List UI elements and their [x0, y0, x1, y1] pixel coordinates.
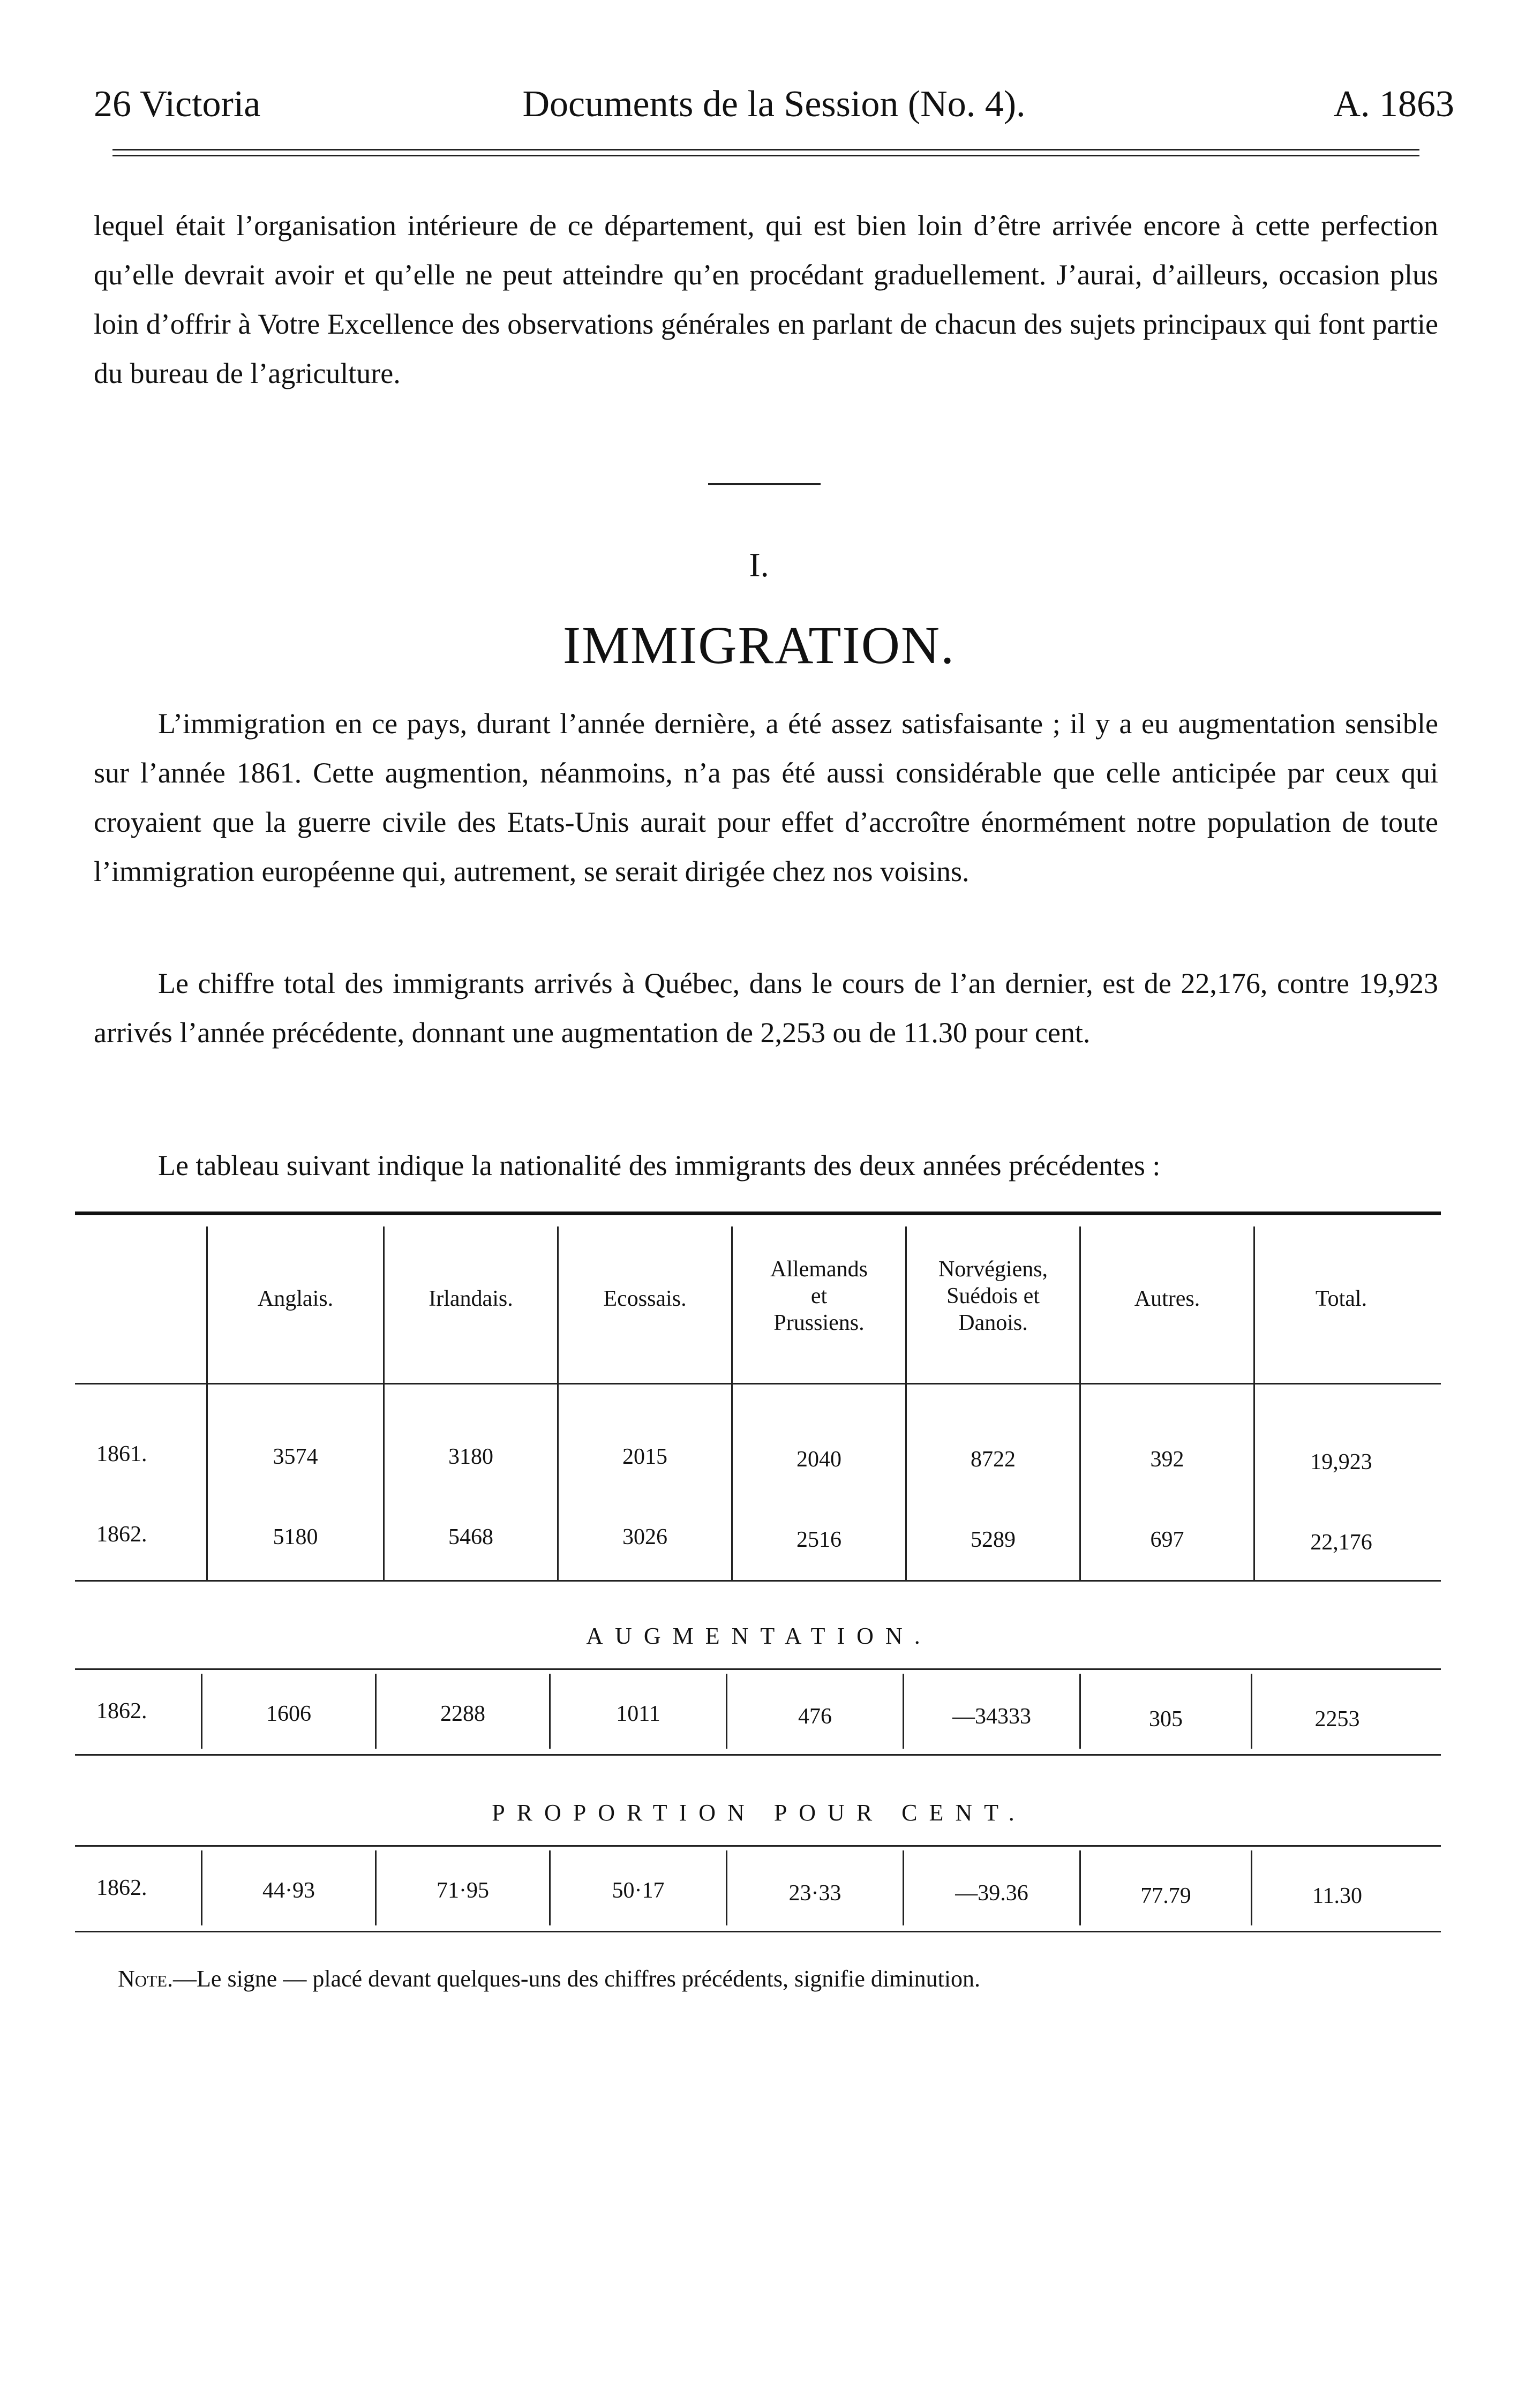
- table-cell: 5180: [273, 1525, 318, 1549]
- section-divider: [708, 483, 821, 485]
- header-allemands-line1: Allemands: [770, 1257, 868, 1282]
- table-cell: 8722: [971, 1447, 1016, 1472]
- table-cell: 2040: [796, 1447, 841, 1472]
- header-ecossais: Ecossais.: [603, 1286, 687, 1311]
- header-irlandais: Irlandais.: [429, 1286, 513, 1311]
- header-norvegiens-line2: Suédois et: [946, 1284, 1040, 1308]
- augmentation-top-rule: [75, 1668, 1441, 1670]
- paragraph-1: lequel était l’organisation intérieure de ce département, qui est bien loin d’être arrivée encore à cette perfection qu’elle devrait avoir et qu’elle ne peut atteindre qu’en procédant graduellement. J’aurai, d’ailleurs, occasion plus loin d’offrir à Votre Excellence des observations générales en parlant de chacun des sujets principaux qui font partie du bureau de l’agriculture.: [94, 209, 1438, 389]
- table-cell: 3026: [622, 1525, 667, 1549]
- augmentation-label: AUGMENTATION.: [586, 1623, 932, 1649]
- paragraph-2: L’immigration en ce pays, durant l’année dernière, a été assez satisfaisante ; il y a eu augmentation sensible sur l’année 1861. Cette augmention, néanmoins, n’a pas été aussi considérable que celle anticipée par ceux qui croyaient que la guerre civile des Etats-Unis aurait pour effet d’accroître énormément notre population de toute l’immigration européenne qui, autrement, se serait dirigée chez nos voisins.: [94, 708, 1438, 887]
- table-cell: 19,923: [1310, 1450, 1372, 1474]
- row-year-1861: 1861.: [96, 1442, 147, 1466]
- table-body-rule: [75, 1580, 1441, 1582]
- table-cell: 77.79: [1140, 1884, 1191, 1908]
- paragraph-4: Le tableau suivant indique la nationalité des immigrants des deux années précédentes :: [158, 1149, 1161, 1182]
- row-year-1862: 1862.: [96, 1522, 147, 1547]
- header-norvegiens-line3: Danois.: [958, 1311, 1028, 1335]
- header-center: Documents de la Session (No. 4).: [522, 84, 1026, 125]
- table-cell: 5468: [448, 1525, 493, 1549]
- header-anglais: Anglais.: [257, 1286, 334, 1311]
- footnote-label: Note.: [118, 1966, 174, 1992]
- table-cell: 1011: [616, 1702, 660, 1726]
- header-right: A. 1863: [1333, 84, 1454, 125]
- section-title: IMMIGRATION.: [562, 615, 956, 675]
- table-cell: 5289: [971, 1527, 1016, 1552]
- table-cell: 3180: [448, 1444, 493, 1469]
- header-total: Total.: [1315, 1286, 1367, 1311]
- header-allemands-line2: et: [810, 1284, 828, 1308]
- header-allemands-line3: Prussiens.: [773, 1311, 865, 1335]
- footnote: [118, 1963, 1430, 1995]
- augmentation-bottom-rule: [75, 1754, 1441, 1756]
- col-divider: [1253, 1226, 1255, 1580]
- table-cell: —39.36: [955, 1881, 1028, 1906]
- table-cell: 697: [1150, 1527, 1184, 1552]
- table-cell: 476: [798, 1704, 832, 1729]
- table-cell: 392: [1150, 1447, 1184, 1472]
- running-header: [94, 80, 1454, 129]
- table-cell: 23·33: [788, 1881, 841, 1906]
- proportion-label: PROPORTION POUR CENT.: [492, 1800, 1026, 1826]
- footnote-text: —Le signe — placé devant quelques-uns des chiffres précédents, signifie diminution.: [173, 1966, 981, 1992]
- table-cell: 22,176: [1310, 1530, 1372, 1555]
- table-cell: 2253: [1314, 1707, 1360, 1732]
- proportion-top-rule: [75, 1845, 1441, 1847]
- header-left: 26 Victoria: [94, 84, 261, 125]
- proportion-bottom-rule: [75, 1931, 1441, 1932]
- header-autres: Autres.: [1134, 1286, 1200, 1311]
- header-norvegiens-line1: Norvégiens,: [938, 1257, 1048, 1282]
- paragraph-3: Le chiffre total des immigrants arrivés à Québec, dans le cours de l’an dernier, est de 22,176, contre 19,923 arrivés l’année précédente, donnant une augmentation de 2,253 ou de 11.30 pour cent.: [94, 967, 1438, 1049]
- table-cell: 71·95: [437, 1878, 489, 1903]
- section-number: I.: [749, 546, 769, 584]
- table-header-rule: [75, 1383, 1441, 1384]
- table-cell: 2288: [440, 1702, 485, 1726]
- header-norvegiens: [907, 1256, 1079, 1336]
- table-top-rule: [75, 1211, 1441, 1215]
- table-cell: 305: [1149, 1707, 1183, 1732]
- header-allemands: [733, 1256, 905, 1336]
- table-cell: 1606: [266, 1702, 311, 1726]
- proportion-year: 1862.: [96, 1876, 147, 1900]
- table-cell: —34333: [952, 1704, 1031, 1729]
- table-cell: 44·93: [262, 1878, 315, 1903]
- table-cell: 3574: [273, 1444, 318, 1469]
- table-cell: 11.30: [1312, 1884, 1362, 1908]
- header-rule: [112, 149, 1419, 156]
- table-cell: 2516: [796, 1527, 841, 1552]
- augmentation-year: 1862.: [96, 1699, 147, 1724]
- table-cell: 2015: [622, 1444, 667, 1469]
- table-cell: 50·17: [612, 1878, 665, 1903]
